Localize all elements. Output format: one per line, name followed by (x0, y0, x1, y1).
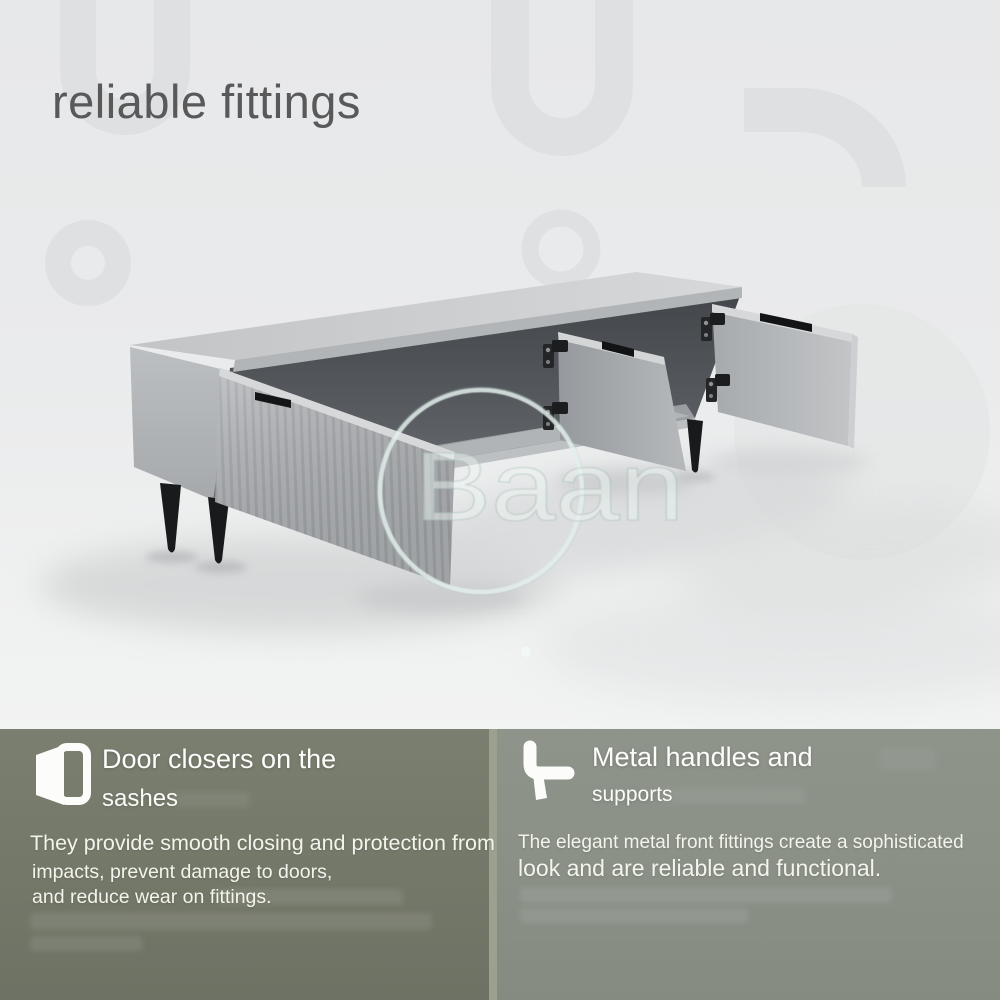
feature-heading-line2: sashes (102, 785, 179, 812)
feature-heading-line1: Door closers on the (102, 744, 337, 774)
feature-body-line: look and are reliable and functional. (518, 855, 882, 881)
panel-divider (489, 729, 497, 1000)
erased-text-remnant (218, 889, 403, 905)
open-door-icon (30, 742, 92, 808)
watermark-text: Baan (414, 432, 684, 541)
decor-u-shape-middle (510, 0, 614, 137)
erased-text-remnant (660, 788, 805, 804)
erased-text-remnant (170, 792, 250, 807)
erased-text-remnant (880, 748, 935, 770)
leg-front-left (160, 483, 181, 553)
feature-body-line: The elegant metal front fittings create a sophisticated (518, 832, 964, 853)
erased-text-remnant (30, 913, 432, 930)
feature-body-line: and reduce wear on fittings. (32, 886, 272, 908)
metal-handle-icon (518, 740, 580, 804)
page-title: reliable fittings (52, 75, 361, 128)
feature-heading-line2: supports (592, 783, 673, 806)
erased-text-remnant (30, 936, 142, 951)
feature-body-line: They provide smooth closing and protection from (30, 831, 495, 855)
decor-ring-left (58, 233, 118, 293)
feature-body-line: impacts, prevent damage to doors, (32, 861, 333, 883)
feature-heading-line1: Metal handles and (592, 742, 813, 772)
erased-text-remnant (520, 908, 748, 923)
erased-text-remnant (520, 887, 892, 903)
decor-quarter-arc-right (744, 110, 884, 187)
decor-ring-middle (530, 218, 592, 280)
watermark-dot (521, 647, 531, 657)
